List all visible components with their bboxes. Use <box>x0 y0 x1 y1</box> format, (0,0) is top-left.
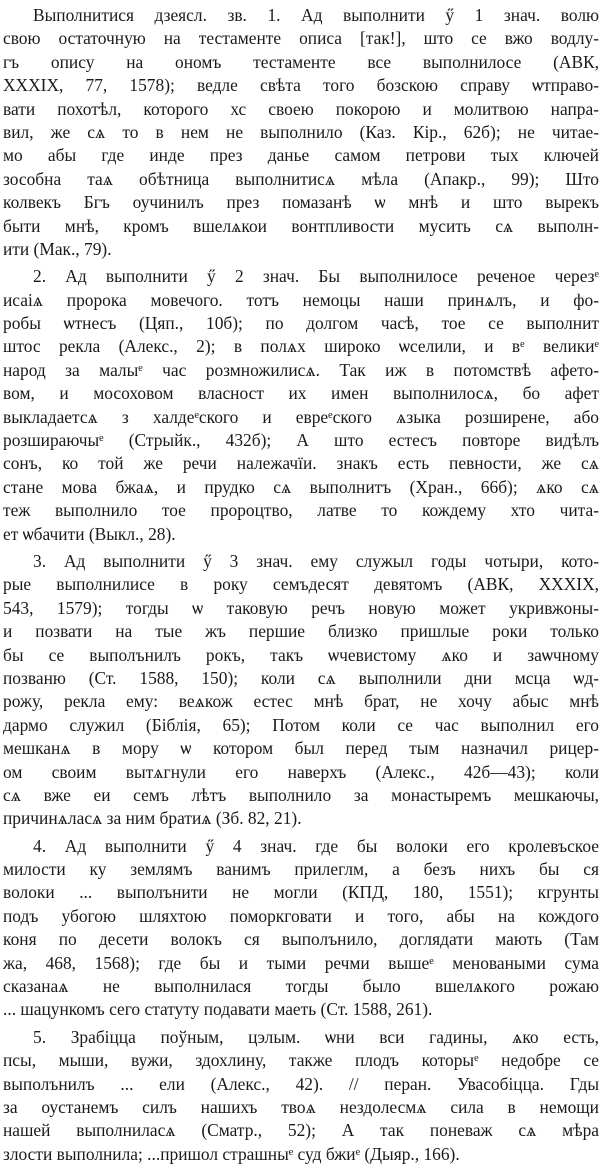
text-line: волоки ... выполънити не могли (КПД, 180, 1551); кгрунты <box>3 882 599 903</box>
text-line: теж выполнило тое пророцтво, латве то кождему хто чита- <box>3 500 599 521</box>
text-line: псы, мыши, вужи, здохлину, также плодъ которыᵉ недобре се <box>3 1050 599 1071</box>
text-line: жа, 468, 1568); где бы и тыми речми вышеᵉ меноваными сума <box>3 952 599 973</box>
text-line: мо абы где инде през данье самом петрови тых ключей <box>3 145 599 166</box>
text-line: сказанаѧ не выполнилася тогды было вшелѧкого рожаю <box>3 976 599 997</box>
text-line: дармо служил (Біблія, 65); Потом коли се час выполнил его <box>3 714 599 735</box>
text-line: сѧ вже еи семъ лѣтъ выполнило за монастыремъ мешкаючы, <box>3 784 599 805</box>
text-line: 543, 1579); тогды ѡ таковую речъ новую может укривжоны- <box>3 597 599 618</box>
text-line: зособна таѧ обѣтница выполнитисѧ мѣла (Апакр., 99); Што <box>3 168 599 189</box>
text-line: и позвати на тые жъ першие близко пришлые роки только <box>3 621 599 642</box>
sense-1 <box>3 4 599 261</box>
text-line: вом, и мосоховом власност их имен выполнилосѧ, бо афет <box>3 383 599 404</box>
text-line: подъ убогою шляхтою поморкговати и того, абы на кождого <box>3 905 599 926</box>
text-line: ... шацункомъ сего статуту подавати маеть (Ст. 1588, 261). <box>3 999 433 1020</box>
text-line: быти мнѣ, кромъ вшелѧкои вонтпливости мусить сѧ выполн- <box>3 215 599 236</box>
text-line: Выполнитися дзеясл. зв. 1. Ад выполнити ӳ 1 знач. волю <box>33 5 599 25</box>
text-line: вил, же сѧ то в нем не выполнило (Каз. Кір., 62б); не читае- <box>3 121 599 142</box>
text-line: гъ опису на ономъ тестаменте все выполнилосе (АВК, <box>3 51 599 72</box>
text-line: 3. Ад выполнити ӳ 3 знач. ему служыл годы чотыри, кото- <box>33 550 599 571</box>
text-line: мешканѧ в мору ѡ котором был перед тым назначил рицер- <box>3 738 599 759</box>
text-line: робы ѡтнесъ (Цяп., 10б); по долгом часѣ, тое се выполнит <box>3 313 599 334</box>
text-line: сонъ, ко той же речи належачїи. знакъ есть певности, же сѧ <box>3 453 599 474</box>
text-line: выполънилъ ... ели (Алекс., 42). // перан. Увасобіцца. Гды <box>3 1073 599 1094</box>
text-line: ет ѡбачити (Выкл., 28). <box>3 523 176 544</box>
text-line: ом своим вытѧгнули его наверхъ (Алекс., 42б—43); коли <box>3 761 599 782</box>
text-line: XXXIX, 77, 1578); ведле свѣта того бозскою справу ѡтправо- <box>3 75 599 96</box>
text-line: 2. Ад выполнити ӳ 2 знач. Бы выполнилосе реченое черезᵉ <box>33 266 599 287</box>
text-line: 5. Зрабіцца поўным, цэлым. ѡни вси гадины, ѧко есть, <box>33 1026 599 1047</box>
text-line: позваню (Ст. 1588, 150); коли сѧ выполнили дни мсца ѡд- <box>3 667 599 688</box>
text-line: милости ку землямъ ванимъ прилеглм, а безъ нихъ бы ся <box>3 859 599 880</box>
text-line: рые выполнилисе в року семъдесят девятомъ (АВК, XXXIX, <box>3 574 599 595</box>
text-line: ити (Мак., 79). <box>3 238 112 259</box>
sense-5 <box>3 1026 599 1166</box>
text-line: стане мова бжаѧ, и прудко сѧ выполнитъ (Хран., 66б); ѧко сѧ <box>3 476 599 497</box>
text-line: нашей выполниласѧ (Сматр., 52); А так поневаж сѧ мѣра <box>3 1120 599 1141</box>
dictionary-entry <box>3 4 599 1166</box>
text-line: народ за малыᵉ час розмножилисѧ. Так иж в потомствѣ афето- <box>3 359 599 380</box>
text-line: исаіѧ пророка мовечого. тотъ немоцы наши принѧлъ, и фо- <box>3 289 599 310</box>
text-line: колвекъ Бгъ оучинилъ през помазанѣ ѡ мнѣ и што вырекъ <box>3 192 599 213</box>
text-line: причинѧласѧ за ним братиѧ (Зб. 82, 21). <box>3 808 302 829</box>
text-line: рожу, рекла ему: веѧкож естес мнѣ брат, не хочу абыс мнѣ <box>3 691 599 712</box>
text-line: вати похотѣл, которого хс своею покорою и молитвою напра- <box>3 98 599 119</box>
text-line: коня по десети волокъ ся выполънило, доглядати мають (Там <box>3 929 599 950</box>
sense-3 <box>3 550 599 831</box>
text-line: за оустанемъ силъ нашихъ твоѧ нездолесмѧ сила в немощи <box>3 1096 599 1117</box>
text-line: штос рекла (Алекс., 2); в полѧх широко ѡселили, и вᵉ великиᵉ <box>3 336 599 357</box>
text-line: бы се выполънилъ рокъ, такъ ѡчевистому ѧко и заѡчному <box>3 644 599 665</box>
text-line: выкладаетсѧ з халдеᵉского и евреᵉского ѧзыка розширене, або <box>3 406 599 427</box>
text-line: свою остаточную на тестаменте описа [так!], што се вжо водлу- <box>3 28 599 49</box>
sense-4 <box>3 835 599 1022</box>
sense-2 <box>3 265 599 546</box>
text-line: 4. Ад выполнити ӳ 4 знач. где бы волоки его кролевъское <box>33 835 599 856</box>
text-line: розшираючыᵉ (Стрыйк., 432б); А што естесъ повторе видѣлъ <box>3 430 599 451</box>
text-line: злости выполнила; ...пришол страшныᵉ суд бжиᵉ (Дыяр., 166). <box>3 1143 460 1164</box>
